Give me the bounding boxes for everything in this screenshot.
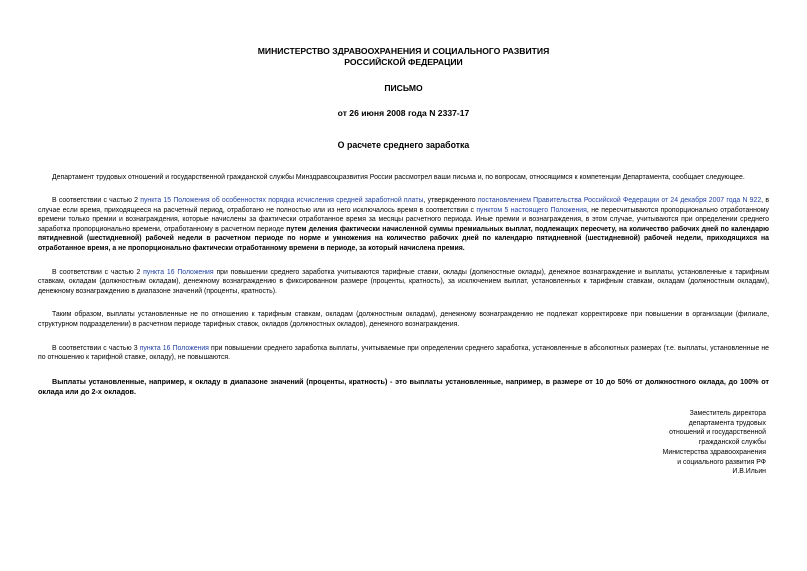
signature-line: отношений и государственной	[669, 429, 766, 437]
paragraph-intro: Департамент трудовых отношений и государственной гражданской службы Минздравсоцразвития России рассмотрел ваши письма и, по вопросам, относящимся к компетенции Департамента, сообщает следующее.	[52, 173, 745, 181]
paragraph-point-16-part-2	[38, 268, 769, 297]
link-point-16-regulation[interactable]: пункта 16 Положения	[143, 268, 214, 276]
document-header	[38, 46, 769, 151]
ministry-name-line-1: МИНИСТЕРСТВО ЗДРАВООХРАНЕНИЯ И СОЦИАЛЬНОГО РАЗВИТИЯ	[257, 46, 550, 56]
signature-line: гражданской службы	[698, 439, 766, 447]
paragraph-text: , утвержденного	[423, 197, 478, 205]
paragraph-bold-text: путем деления фактически начисленной суммы премиальных выплат, подлежащих пересчету, на количество рабочих дней по календарю пятидневной (шестидневной) рабочей недели в расчетном периоде по норме и умножения на количество рабочих дней по календарю пятидневной (шестидневной) рабочей недели, приходящихся на отработанное время, а не пропорционально фактически отработанному времени в периоде, за который начислена премия.	[38, 225, 770, 253]
document-date-number: от 26 июня 2008 года N 2337-17	[337, 107, 470, 118]
document-body	[38, 173, 769, 397]
signature-line: и социального развития РФ	[677, 458, 766, 466]
link-point-16-regulation[interactable]: пункта 16 Положения	[139, 344, 209, 352]
signature-block	[663, 409, 766, 477]
paragraph-text: при повышении среднего заработка выплаты, учитываемые при определении среднего заработка, установленные в абсолютных размерах (т.е. выплаты, установленные не по отношению к тарифной ставке, окладу), не повышаются.	[38, 344, 769, 362]
signature-line: департамента трудовых	[688, 419, 766, 427]
document-type: ПИСЬМО	[384, 83, 423, 93]
signatory-name: И.В.Ильин	[732, 468, 766, 476]
ministry-name-line-2: РОССИЙСКОЙ ФЕДЕРАЦИИ	[344, 56, 463, 67]
paragraph-text: , в случае если время, приходящееся на расчетный период, отработано не полностью или из него исключалось время в соответствии с	[38, 197, 769, 214]
signature-line: Заместитель директора	[689, 410, 766, 417]
link-point-5-regulation[interactable]: пунктом 5 настоящего Положения	[476, 206, 587, 214]
paragraph-text: при повышении среднего заработка учитываются тарифные ставки, оклады (должностные оклады), денежное вознаграждение и выплаты, установленные к тарифным ставкам, окладам (должностным окладам), денежному вознаграждению в фиксированном размере (проценты, кратность), за исключением выплат, установленных к тарифным ставкам, окладам (должностным окладам), денежному вознаграждению в диапазоне значений (проценты, кратность).	[38, 268, 770, 295]
paragraph-point-15	[38, 196, 769, 254]
document-title: О расчете среднего заработка	[337, 140, 470, 150]
paragraph-text: В соответствии с частью 3	[52, 344, 140, 352]
paragraph-text: В соответствии с частью 2	[52, 268, 144, 276]
paragraph-conclusion: Таким образом, выплаты установленные не по отношению к тарифным ставкам, окладам (должностным окладам), денежному вознаграждению не подлежат корректировке при повышении в организации (филиале, структурном подразделении) в расчетном периоде тарифных ставок, окладов (должностных окладов), денежного вознаграждения.	[38, 311, 769, 329]
link-point-15-regulation[interactable]: пункта 15 Положения об особенностях порядка исчисления средней заработной платы	[140, 197, 424, 205]
paragraph-point-16-part-3	[38, 344, 769, 363]
link-government-decree-922[interactable]: постановлением Правительства Российской Федерации от 24 декабря 2007 года N 922	[477, 197, 762, 205]
paragraph-text: , не пересчитываются пропорционально отработанному времени только премии и вознаграждения, которые начислены за фактически отработанное время за месяцы расчетного периода. Иные премии и вознаграждения, в этом случае, учитываются при определении среднего заработка пропорционально времени, отработанному в расчетном периоде	[38, 206, 769, 233]
paragraph-text: В соответствии с частью 2	[52, 197, 141, 205]
signature-line: Министерства здравоохранения	[662, 448, 766, 456]
paragraph-final-bold: Выплаты установленные, например, к окладу в диапазоне значений (проценты, кратность) - это выплаты установленные, например, в размере от 10 до 50% от должностного оклада, до 100% от оклада или до 2-х окладов.	[38, 376, 769, 396]
